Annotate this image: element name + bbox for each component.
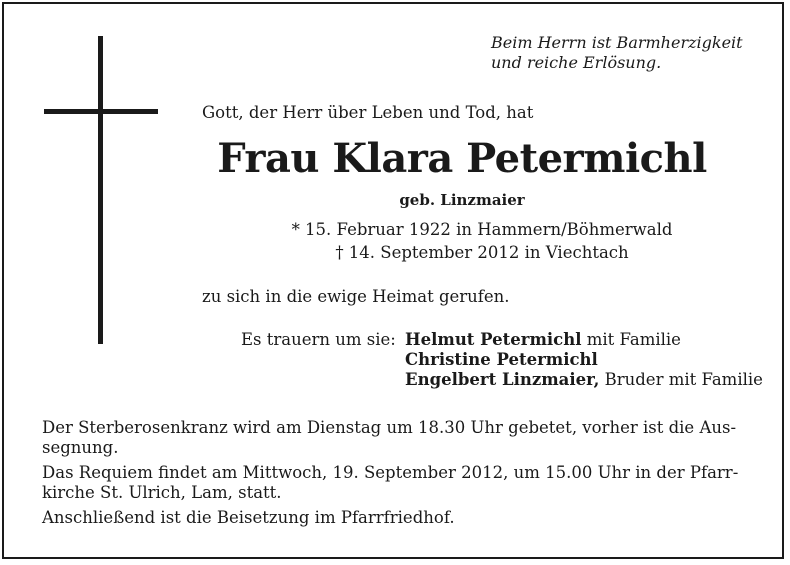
requiem-paragraph [42, 463, 752, 503]
mourner-entry [405, 330, 763, 350]
cross-icon [98, 36, 103, 344]
mourner-entry [405, 350, 763, 370]
cross-icon-bar [44, 109, 158, 114]
mourner-relation: Bruder mit Familie [599, 370, 763, 389]
mourners-label: Es trauern um sie: [241, 330, 396, 349]
mourners-list [405, 330, 763, 390]
mourner-entry [405, 370, 763, 390]
rosary-paragraph [42, 418, 752, 458]
deceased-name: Frau Klara Petermichl [217, 135, 707, 182]
intro-text: Gott, der Herr über Leben und Tod, hat [202, 103, 534, 122]
maiden-name: geb. Linzmaier [399, 191, 525, 209]
death-date: † 14. September 2012 in Viechtach [335, 243, 629, 262]
paragraph-line: Das Requiem findet am Mittwoch, 19. September 2012, um 15.00 Uhr in der Pfarr- [42, 463, 739, 482]
bible-verse-line: und reiche Erlösung. [491, 53, 662, 72]
called-home-text: zu sich in die ewige Heimat gerufen. [202, 287, 510, 306]
paragraph-line: kirche St. Ulrich, Lam, statt. [42, 483, 282, 502]
birth-date: * 15. Februar 1922 in Hammern/Böhmerwald [291, 220, 673, 239]
paragraph-line: segnung. [42, 438, 119, 457]
mourner-relation: mit Familie [581, 330, 681, 349]
mourner-name: Christine Petermichl [405, 350, 598, 369]
mourner-name: Helmut Petermichl [405, 330, 582, 349]
mourner-name: Engelbert Linzmaier, [405, 370, 600, 389]
bible-verse [491, 33, 761, 73]
bible-verse-line: Beim Herrn ist Barmherzigkeit [491, 33, 743, 52]
burial-paragraph: Anschließend ist die Beisetzung im Pfarrfriedhof. [42, 508, 455, 527]
paragraph-line: Der Sterberosenkranz wird am Dienstag um 18.30 Uhr gebetet, vorher ist die Aus- [42, 418, 737, 437]
